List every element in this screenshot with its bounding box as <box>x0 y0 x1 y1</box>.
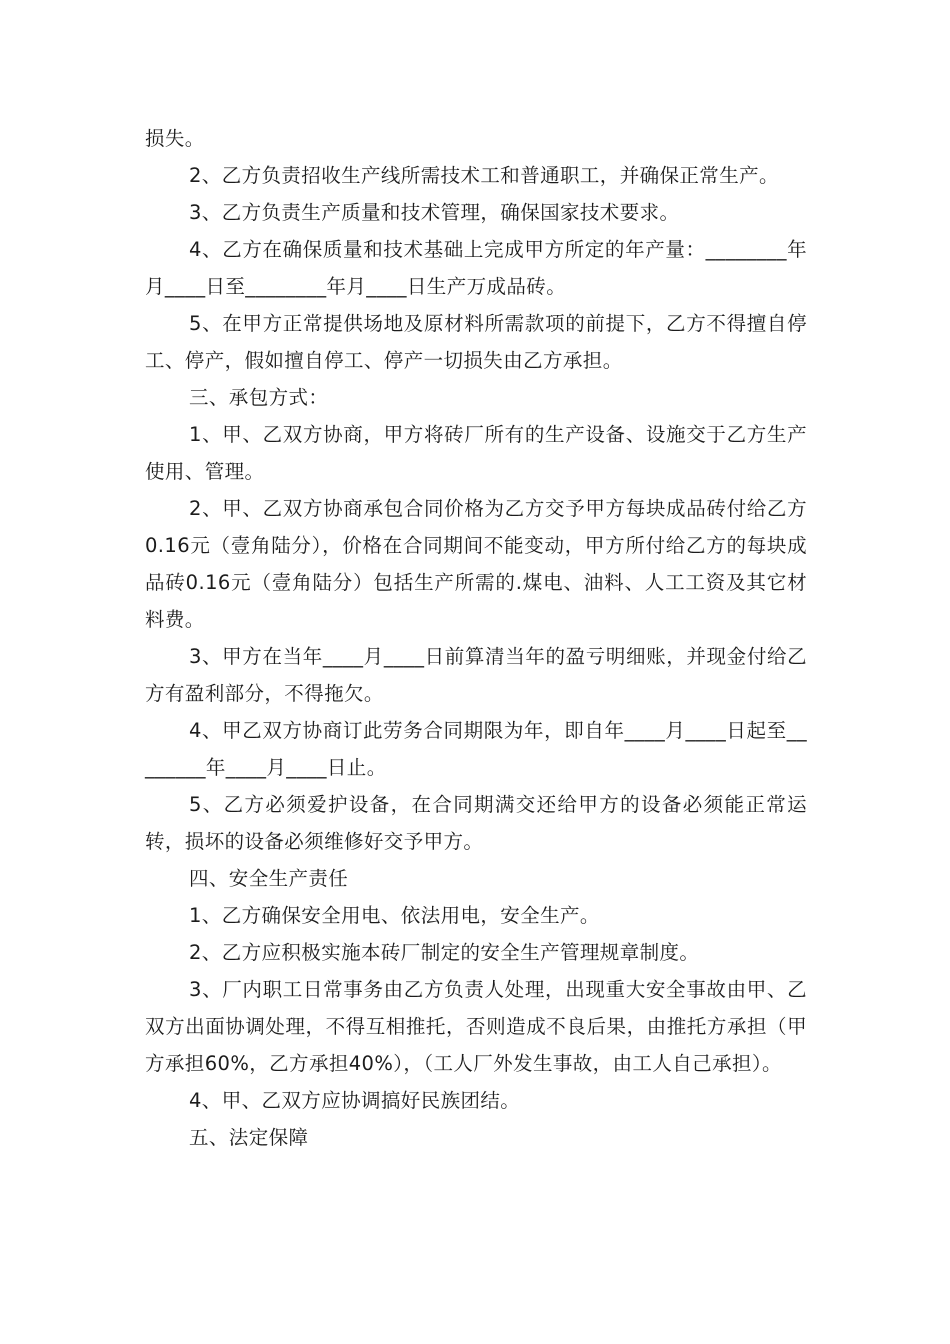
paragraph: 3、厂内职工日常事务由乙方负责人处理，出现重大安全事故由甲、乙双方出面协调处理，不得互相推托，否则造成不良后果，由推托方承担（甲方承担60%，乙方承担40%），（工人厂外发生事故，由工人自己承担）。 <box>145 978 807 1075</box>
section-heading: 五、法定保障 <box>189 1126 309 1149</box>
section-heading: 四、安全生产责任 <box>189 867 349 890</box>
paragraph: 2、甲、乙双方协商承包合同价格为乙方交予甲方每块成品砖付给乙方0.16元（壹角陆分），价格在合同期间不能变动，甲方所付给乙方的每块成品砖0.16元（壹角陆分）包括生产所需的.煤电、油料、人工工资及其它材料费。 <box>145 497 807 631</box>
paragraph: 1、甲、乙双方协商，甲方将砖厂所有的生产设备、设施交于乙方生产使用、管理。 <box>145 423 807 483</box>
paragraph: 4、甲、乙双方应协调搞好民族团结。 <box>189 1089 521 1112</box>
document-body <box>145 120 807 1156</box>
paragraph: 5、在甲方正常提供场地及原材料所需款项的前提下，乙方不得擅自停工、停产，假如擅自停工、停产一切损失由乙方承担。 <box>145 312 807 372</box>
paragraph: 2、乙方负责招收生产线所需技术工和普通职工，并确保正常生产。 <box>189 164 779 187</box>
paragraph: 3、乙方负责生产质量和技术管理，确保国家技术要求。 <box>189 201 680 224</box>
paragraph: 3、甲方在当年____月____日前算清当年的盈亏明细账，并现金付给乙方有盈利部分，不得拖欠。 <box>145 645 807 705</box>
paragraph: 4、乙方在确保质量和技术基础上完成甲方所定的年产量：________年月____日至________年月____日生产万成品砖。 <box>145 238 807 298</box>
paragraph: 1、乙方确保安全用电、依法用电，安全生产。 <box>189 904 600 927</box>
paragraph: 4、甲乙双方协商订此劳务合同期限为年，即自年____月____日起至________年____月____日止。 <box>145 719 807 779</box>
section-heading: 三、承包方式： <box>189 386 329 409</box>
paragraph: 2、乙方应积极实施本砖厂制定的安全生产管理规章制度。 <box>189 941 700 964</box>
paragraph: 损失。 <box>145 127 205 150</box>
paragraph: 5、乙方必须爱护设备，在合同期满交还给甲方的设备必须能正常运转，损坏的设备必须维修好交予甲方。 <box>145 793 807 853</box>
